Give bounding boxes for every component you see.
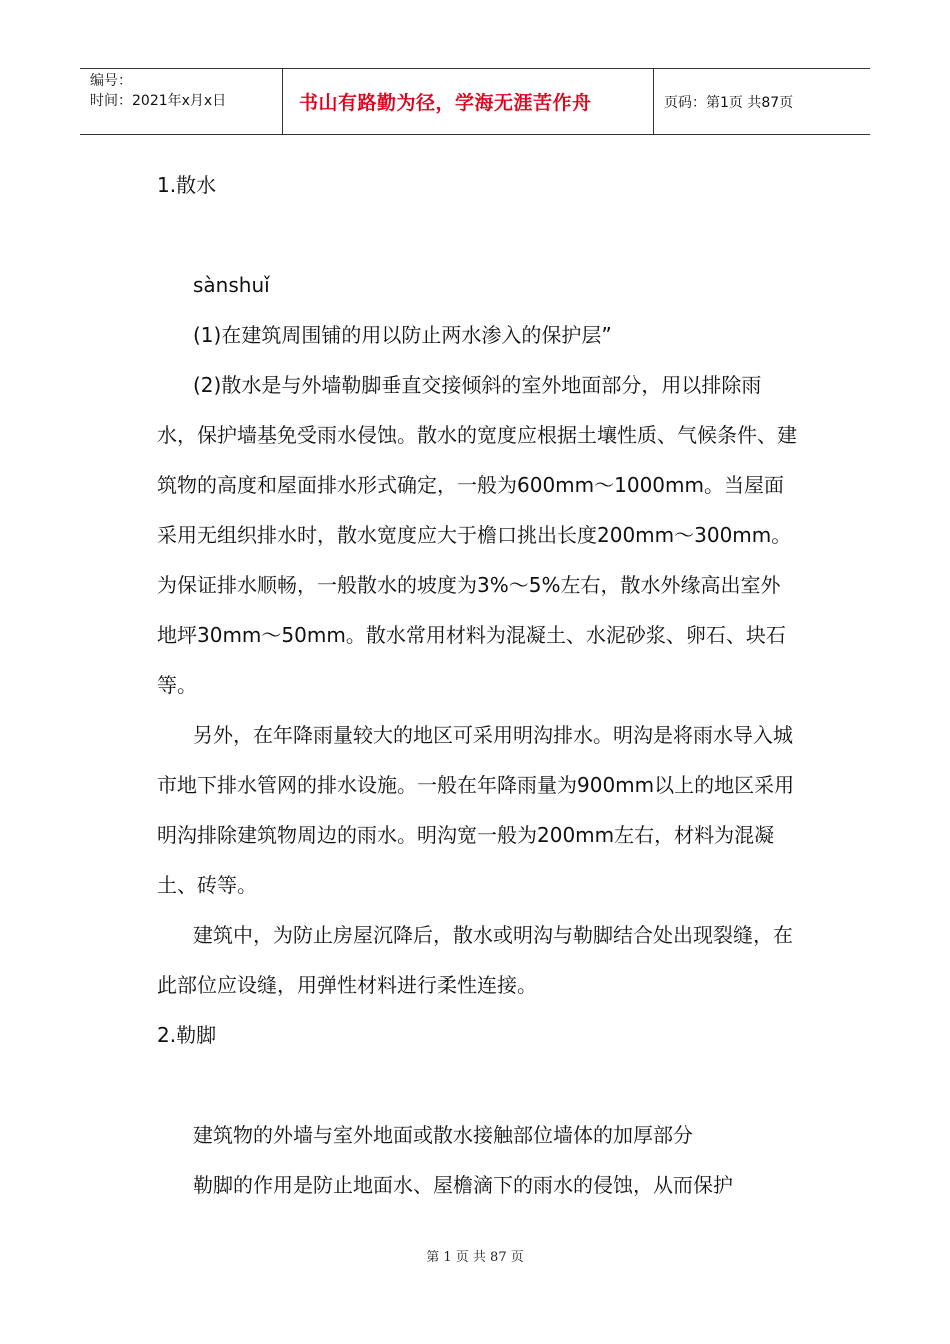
- spacer: [157, 1060, 799, 1110]
- paragraph-4: 建筑中，为防止房屋沉降后，散水或明沟与勒脚结合处出现裂缝，在此部位应设缝，用弹性材料进行柔性连接。: [157, 923, 793, 997]
- paragraph-3: 另外，在年降雨量较大的地区可采用明沟排水。明沟是将雨水导入城市地下排水管网的排水设施。一般在年降雨量为900mm以上的地区采用明沟排除建筑物周边的雨水。明沟宽一般为200mm左右，材料为混凝土、砖等。: [157, 723, 795, 897]
- spacer: [157, 210, 799, 260]
- paragraph-1: (1)在建筑周围铺的用以防止两水渗入的保护层”: [193, 323, 612, 347]
- page-footer: 第 1 页 共 87 页: [426, 1250, 524, 1265]
- paragraph-5: 建筑物的外墙与室外地面或散水接触部位墙体的加厚部分: [193, 1123, 693, 1147]
- section-heading-2: 2.勒脚: [157, 1023, 217, 1047]
- document-body: [157, 160, 799, 1210]
- paragraph-6: 勒脚的作用是防止地面水、屋檐滴下的雨水的侵蚀，从而保护: [193, 1173, 733, 1197]
- page-header: [80, 68, 870, 135]
- header-page-info-cell: [654, 69, 870, 134]
- header-motto: 书山有路勤为径，学海无涯苦作舟: [299, 92, 592, 114]
- header-meta: [80, 69, 282, 134]
- paragraph-2: (2)散水是与外墙勒脚垂直交接倾斜的室外地面部分，用以排除雨水，保护墙基免受雨水侵蚀。散水的宽度应根据土壤性质、气候条件、建筑物的高度和屋面排水形式确定，一般为600mm～1000mm。当屋面采用无组织排水时，散水宽度应大于檐口挑出长度200mm～300mm。为保证排水顺畅，一般散水的坡度为3%～5%左右，散水外缘高出室外地坪30mm～50mm。散水常用材料为混凝土、水泥砂浆、卵石、块石等。: [157, 373, 797, 697]
- header-motto-cell: [282, 69, 654, 134]
- section-heading-1: 1.散水: [157, 173, 217, 197]
- pinyin-line: sànshuǐ: [193, 273, 270, 297]
- document-date: 时间：2021年x月x日: [90, 93, 227, 109]
- document-number-label: 编号：: [90, 73, 132, 89]
- header-page-info: 页码：第1页 共87页: [664, 94, 794, 111]
